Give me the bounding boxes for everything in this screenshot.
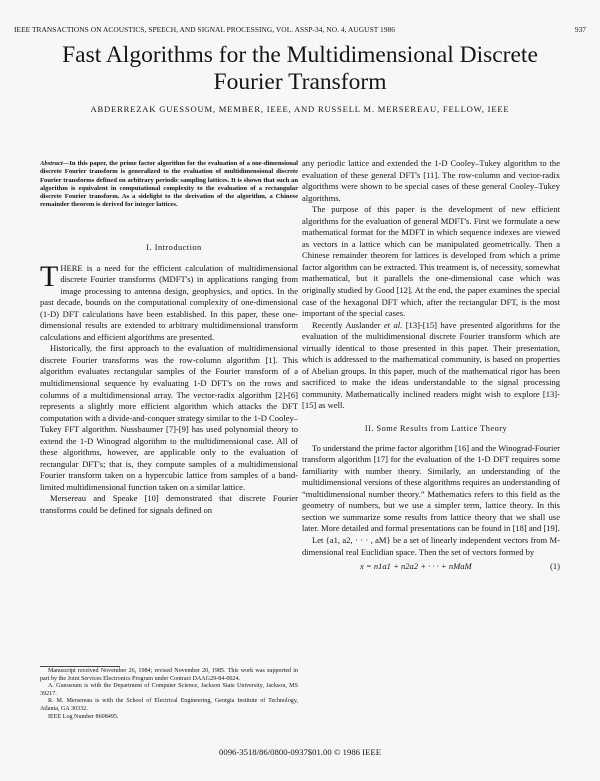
- et-al: et al.: [383, 319, 403, 330]
- copyright-footer: 0096-3518/86/0800-0937$01.00 © 1986 IEEE: [219, 747, 381, 757]
- abstract-text: In this paper, the prime factor algorithm for the evaluation of a one-dimensional discrete Fourier transform is generalized to the evaluation of multidimensional discrete Fourier transforms defined on arbitrary periodic sampling lattices. It is shown that such an algorithm is equivalent in computational complexity to the evaluation of a rectangular discrete Fourier transform. As a sidelight to the derivation of the algorithm, a Chinese remainder theorem is derived for integer lattices.: [40, 160, 298, 209]
- intro-paragraph-6-b: [13]-[15] have presented algorithms for the evaluation of the multidimensional discrete Fourier transform which are virtually identical to those presented in this paper. Their presentation, which is addressed to the mathematical community, is based on properties of Abelian groups. In this paper, much of the mathematical rigor has been sacrificed to make the ideas understandable to the signal processing community. Mathematically inclined readers might wish to explore [13]-[15] as well.: [302, 319, 561, 411]
- running-head: IEEE TRANSACTIONS ON ACOUSTICS, SPEECH, AND SIGNAL PROCESSING, VOL. ASSP-34, NO. 4, AUGUST 1986: [14, 25, 396, 34]
- footnote-mersereau: R. M. Mersereau is with the School of Electrical Engineering, Georgia Institute of Technology, Atlanta, GA 30332.: [40, 698, 298, 712]
- lattice-paragraph-1: To understand the prime factor algorithm [16] and the Winograd-Fourier transform algorithm [17] for the evaluation of the 1-D DFT requires some familiarity with number theory. Similarly, an understanding of the multidimensional versions of these algorithms requires an understanding of “multidimensional number theory.” Mathematics refers to this field as the geometry of numbers, but we use a simpler term, lattice theory. In this section we summarize some results from lattice theory that we shall use later. More detailed and formal presentations can be found in [18] and [19].: [302, 442, 560, 534]
- intro-paragraph-2: Historically, the first approach to the evaluation of multidimensional discrete Fourier transforms was the row-column algorithm [1]. This algorithm evaluates rectangular samples of the Fourier transform of a multidimensional sequence by evaluating 1-D DFT's on the rows and columns of a multidimensional array. The vector-radix algorithm [2]-[6] represents a slightly more efficient algorithm which attacks the DFT computation with a divide-and-conquer strategy similar to the 1-D Cooley–Tukey FFT algorithm. Nussbaumer [7]-[9] has used polynomial theory to extend the 1-D Winograd algorithm to the multidimensional case. All of these algorithms, however, are applicable only to the evaluation of rectangular DFT's; that is, they compute samples of a multidimensional Fourier transform taken on a hypercubic lattice from samples of a band-limited multidimensional function taken on a similar lattice.: [40, 343, 299, 492]
- footnote-log-number: IEEE Log Number 8608495.: [48, 713, 119, 720]
- left-column: [40, 242, 298, 517]
- intro-paragraph-3: Mersereau and Speake [10] demonstrated that discrete Fourier transforms could be defined for signals defined on: [40, 493, 298, 516]
- title-line-1: Fast Algorithms for the Multidimensional Discrete: [62, 42, 538, 68]
- intro-paragraph-6: [302, 320, 560, 412]
- abstract-lead: Abstract—: [40, 160, 70, 167]
- intro-paragraph-4: any periodic lattice and extended the 1-D Cooley–Tukey algorithm to the evaluation of these general DFT's [11]. The row-column and vector-radix algorithms were shown to be special cases of these general Cooley–Tukey algorithms.: [302, 158, 560, 203]
- authors: ABDERREZAK GUESSOUM, MEMBER, IEEE, AND RUSSELL M. MERSEREAU, FELLOW, IEEE: [90, 104, 510, 114]
- paper-title: [0, 42, 600, 96]
- drop-cap: T: [40, 259, 59, 293]
- equation-1-number: (1): [550, 561, 560, 572]
- intro-paragraph-5: The purpose of this paper is the development of new efficient algorithms for the evaluation of general MDFT's. First we formulate a new mathematical format for the MDFT in which sequence indexes are viewed as vectors in a lattice which can be manipulated geometrically. Then a Chinese remainder theorem for lattices is developed from which a prime factor algorithm can be extracted. This treatment is, of necessity, somewhat mathematical, but it parallels the one-dimensional case which was originally studied by Good [12]. At the end, the paper examines the special case of the hexagonal DFT which, after the rectangular DFT, is the most important of the special cases.: [302, 204, 560, 319]
- intro-paragraph-6-a: Recently Auslander: [312, 319, 384, 330]
- right-column: [302, 158, 560, 573]
- page-number: 937: [574, 25, 586, 34]
- section-heading-introduction: I. Introduction: [146, 243, 202, 252]
- equation-1-expression: x = n1a1 + n2a2 + · · · + nMaM: [360, 561, 472, 572]
- footnotes: [40, 668, 298, 721]
- footnote-manuscript: Manuscript received November 26, 1984; revised November 20, 1985. This work was supported in part by the Joint Services Electronics Program under Contract DAAG29-84-0024.: [40, 668, 298, 682]
- footnote-rule: [40, 666, 120, 667]
- footnote-guessoum: A. Guessoum is with the Department of Computer Science, Jackson State University, Jackson, MS 39217.: [40, 683, 298, 697]
- intro-paragraph-1-text: HERE is a need for the efficient calculation of multidimensional discrete Fourier transforms (MDFT's) in applications ranging from image processing to antenna design, geophysics, and optics. In the past decade, bounds on the computational complexity of one-dimensional (1-D) DFT calculations have been established. In this paper, these one-dimensional results are extended to arbitrary multidimensional transform calculations and efficient algorithms are presented.: [40, 262, 298, 342]
- section-heading-lattice-theory: II. Some Results from Lattice Theory: [364, 424, 508, 434]
- title-line-2: Fourier Transform: [213, 69, 387, 95]
- intro-paragraph-1: [40, 259, 298, 344]
- equation-1: [302, 561, 560, 573]
- abstract: [40, 160, 298, 210]
- lattice-paragraph-2: Let {a1, a2, · · · , aM} be a set of linearly independent vectors from M-dimensional real Euclidian space. Then the set of vectors formed by: [302, 534, 560, 557]
